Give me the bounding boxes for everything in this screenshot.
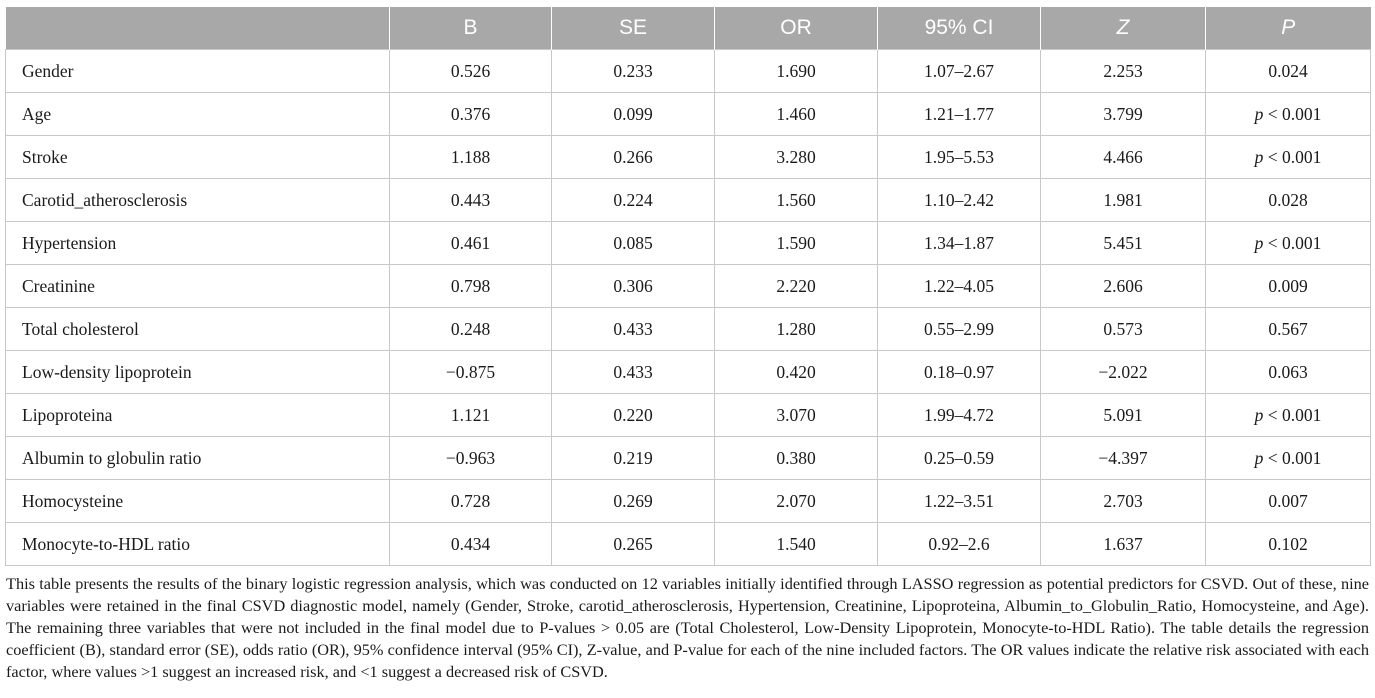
cell-ci: 1.10–2.42 — [878, 179, 1041, 222]
cell-se: 0.085 — [552, 222, 715, 265]
table-row — [6, 480, 1371, 523]
cell-p: 0.102 — [1206, 523, 1371, 566]
table-row — [6, 136, 1371, 179]
header-se: SE — [552, 7, 715, 50]
cell-se: 0.219 — [552, 437, 715, 480]
cell-b: 0.376 — [390, 93, 552, 136]
header-or: OR — [715, 7, 878, 50]
cell-b: 0.728 — [390, 480, 552, 523]
cell-z: −4.397 — [1041, 437, 1206, 480]
cell-se: 0.224 — [552, 179, 715, 222]
cell-se: 0.220 — [552, 394, 715, 437]
cell-p: p < 0.001 — [1206, 93, 1371, 136]
cell-p: 0.028 — [1206, 179, 1371, 222]
cell-or: 2.070 — [715, 480, 878, 523]
table-row — [6, 523, 1371, 566]
header-p: P — [1206, 7, 1371, 50]
header-z: Z — [1041, 7, 1206, 50]
cell-or: 1.690 — [715, 50, 878, 93]
cell-z: 0.573 — [1041, 308, 1206, 351]
cell-p: 0.007 — [1206, 480, 1371, 523]
cell-or: 1.540 — [715, 523, 878, 566]
cell-or: 3.070 — [715, 394, 878, 437]
cell-z: 2.606 — [1041, 265, 1206, 308]
cell-se: 0.233 — [552, 50, 715, 93]
header-ci: 95% CI — [878, 7, 1041, 50]
cell-or: 1.560 — [715, 179, 878, 222]
cell-z: 2.703 — [1041, 480, 1206, 523]
cell-ci: 1.34–1.87 — [878, 222, 1041, 265]
cell-b: 0.434 — [390, 523, 552, 566]
table-row — [6, 179, 1371, 222]
cell-p: 0.009 — [1206, 265, 1371, 308]
cell-ci: 1.21–1.77 — [878, 93, 1041, 136]
cell-z: 1.637 — [1041, 523, 1206, 566]
table-row — [6, 308, 1371, 351]
cell-ci: 1.07–2.67 — [878, 50, 1041, 93]
cell-se: 0.265 — [552, 523, 715, 566]
cell-p: 0.024 — [1206, 50, 1371, 93]
cell-z: 1.981 — [1041, 179, 1206, 222]
cell-or: 1.460 — [715, 93, 878, 136]
cell-se: 0.433 — [552, 308, 715, 351]
cell-ci: 1.95–5.53 — [878, 136, 1041, 179]
cell-or: 1.590 — [715, 222, 878, 265]
cell-b: 1.121 — [390, 394, 552, 437]
table-row — [6, 222, 1371, 265]
cell-variable: Low-density lipoprotein — [6, 351, 390, 394]
cell-variable: Total cholesterol — [6, 308, 390, 351]
cell-ci: 0.92–2.6 — [878, 523, 1041, 566]
cell-z: 3.799 — [1041, 93, 1206, 136]
cell-b: 0.443 — [390, 179, 552, 222]
cell-se: 0.099 — [552, 93, 715, 136]
cell-p: p < 0.001 — [1206, 437, 1371, 480]
cell-p: p < 0.001 — [1206, 136, 1371, 179]
table-row — [6, 93, 1371, 136]
cell-p: p < 0.001 — [1206, 394, 1371, 437]
cell-ci: 1.22–3.51 — [878, 480, 1041, 523]
table-row — [6, 394, 1371, 437]
table-footnote: This table presents the results of the binary logistic regression analysis, which was conducted on 12 variables initially identified through LASSO regression as potential predictors for CSVD. Out of these, nine variables were retained in the final CSVD diagnostic model, namely (Gender, Stroke, carotid_atherosclerosis, Hypertension, Creatinine, Lipoproteina, Albumin_to_Globulin_Ratio, Homocysteine, and Age). The remaining three variables that were not included in the final model due to P-values > 0.05 are (Total Cholesterol, Low-Density Lipoprotein, Monocyte-to-HDL Ratio). The table details the regression coefficient (B), standard error (SE), odds ratio (OR), 95% confidence interval (95% CI), Z-value, and P-value for each of the nine included factors. The OR values indicate the relative risk associated with each factor, where values >1 suggest an increased risk, and <1 suggest a decreased risk of CSVD. — [6, 574, 1369, 681]
cell-b: 0.526 — [390, 50, 552, 93]
cell-variable: Carotid_atherosclerosis — [6, 179, 390, 222]
cell-or: 3.280 — [715, 136, 878, 179]
cell-b: −0.875 — [390, 351, 552, 394]
cell-z: 5.091 — [1041, 394, 1206, 437]
cell-b: 0.798 — [390, 265, 552, 308]
cell-ci: 0.55–2.99 — [878, 308, 1041, 351]
cell-se: 0.269 — [552, 480, 715, 523]
cell-z: 4.466 — [1041, 136, 1206, 179]
cell-p: p < 0.001 — [1206, 222, 1371, 265]
cell-variable: Gender — [6, 50, 390, 93]
cell-ci: 1.22–4.05 — [878, 265, 1041, 308]
table-body — [6, 50, 1371, 566]
cell-variable: Stroke — [6, 136, 390, 179]
table-row — [6, 351, 1371, 394]
cell-variable: Monocyte-to-HDL ratio — [6, 523, 390, 566]
cell-or: 1.280 — [715, 308, 878, 351]
cell-b: −0.963 — [390, 437, 552, 480]
cell-p: 0.063 — [1206, 351, 1371, 394]
cell-variable: Age — [6, 93, 390, 136]
cell-or: 0.420 — [715, 351, 878, 394]
cell-variable: Hypertension — [6, 222, 390, 265]
cell-se: 0.266 — [552, 136, 715, 179]
cell-b: 0.461 — [390, 222, 552, 265]
table-row — [6, 265, 1371, 308]
table-row — [6, 50, 1371, 93]
table-container — [5, 7, 1370, 683]
table-header — [6, 7, 1371, 50]
cell-variable: Lipoproteina — [6, 394, 390, 437]
header-variable — [6, 7, 390, 50]
cell-se: 0.433 — [552, 351, 715, 394]
cell-se: 0.306 — [552, 265, 715, 308]
cell-z: 5.451 — [1041, 222, 1206, 265]
cell-ci: 1.99–4.72 — [878, 394, 1041, 437]
cell-p: 0.567 — [1206, 308, 1371, 351]
cell-b: 1.188 — [390, 136, 552, 179]
cell-variable: Albumin to globulin ratio — [6, 437, 390, 480]
cell-variable: Creatinine — [6, 265, 390, 308]
cell-z: 2.253 — [1041, 50, 1206, 93]
cell-ci: 0.25–0.59 — [878, 437, 1041, 480]
header-b: B — [390, 7, 552, 50]
cell-variable: Homocysteine — [6, 480, 390, 523]
cell-ci: 0.18–0.97 — [878, 351, 1041, 394]
table-row — [6, 437, 1371, 480]
cell-b: 0.248 — [390, 308, 552, 351]
cell-z: −2.022 — [1041, 351, 1206, 394]
cell-or: 0.380 — [715, 437, 878, 480]
cell-or: 2.220 — [715, 265, 878, 308]
regression-table — [5, 7, 1371, 566]
